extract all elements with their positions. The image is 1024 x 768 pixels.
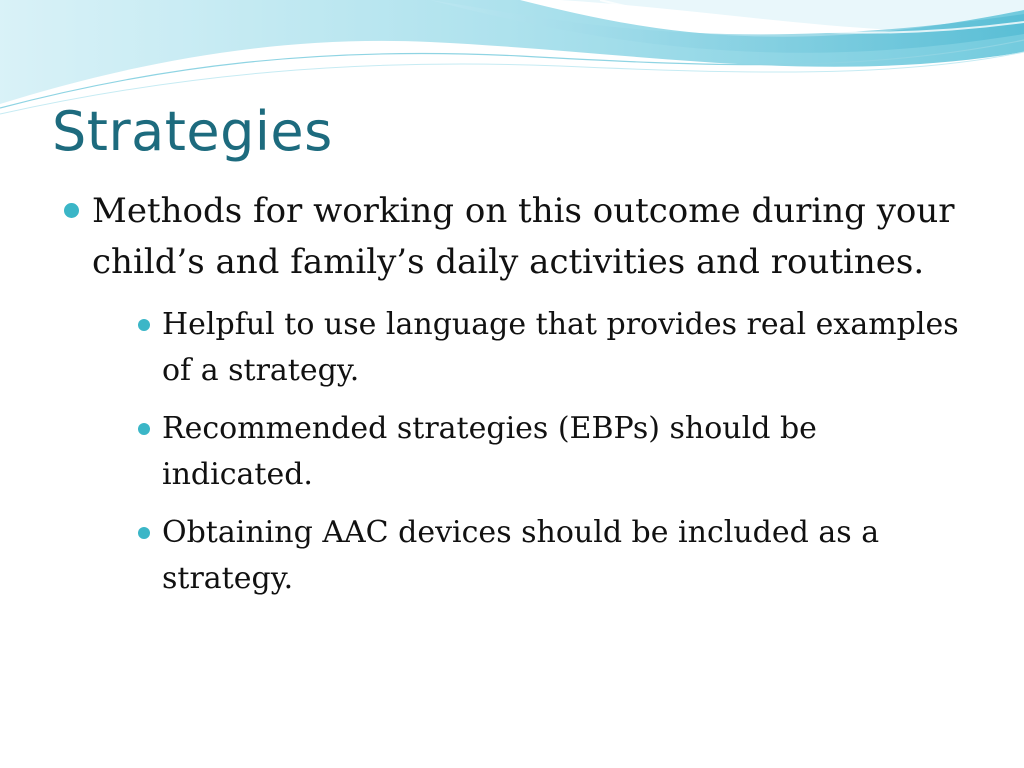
sub-bullet-text: Obtaining AAC devices should be included as a strategy. [162,515,880,596]
bullet-dot-icon [138,527,150,539]
bullet-list [64,186,964,602]
slide-content [64,186,964,614]
list-item [64,186,964,602]
sub-bullet-text: Helpful to use language that provides real examples of a strategy. [162,307,959,388]
bullet-dot-icon [64,203,79,218]
slide-title: Strategies [52,100,333,163]
sub-bullet-list [92,302,964,602]
list-item [132,510,964,602]
bullet-dot-icon [138,423,150,435]
bullet-dot-icon [138,319,150,331]
list-item [132,302,964,394]
list-item [132,406,964,498]
sub-bullet-text: Recommended strategies (EBPs) should be indicated. [162,411,817,492]
bullet-text: Methods for working on this outcome during your child’s and family’s daily activities and routines. [92,191,955,282]
